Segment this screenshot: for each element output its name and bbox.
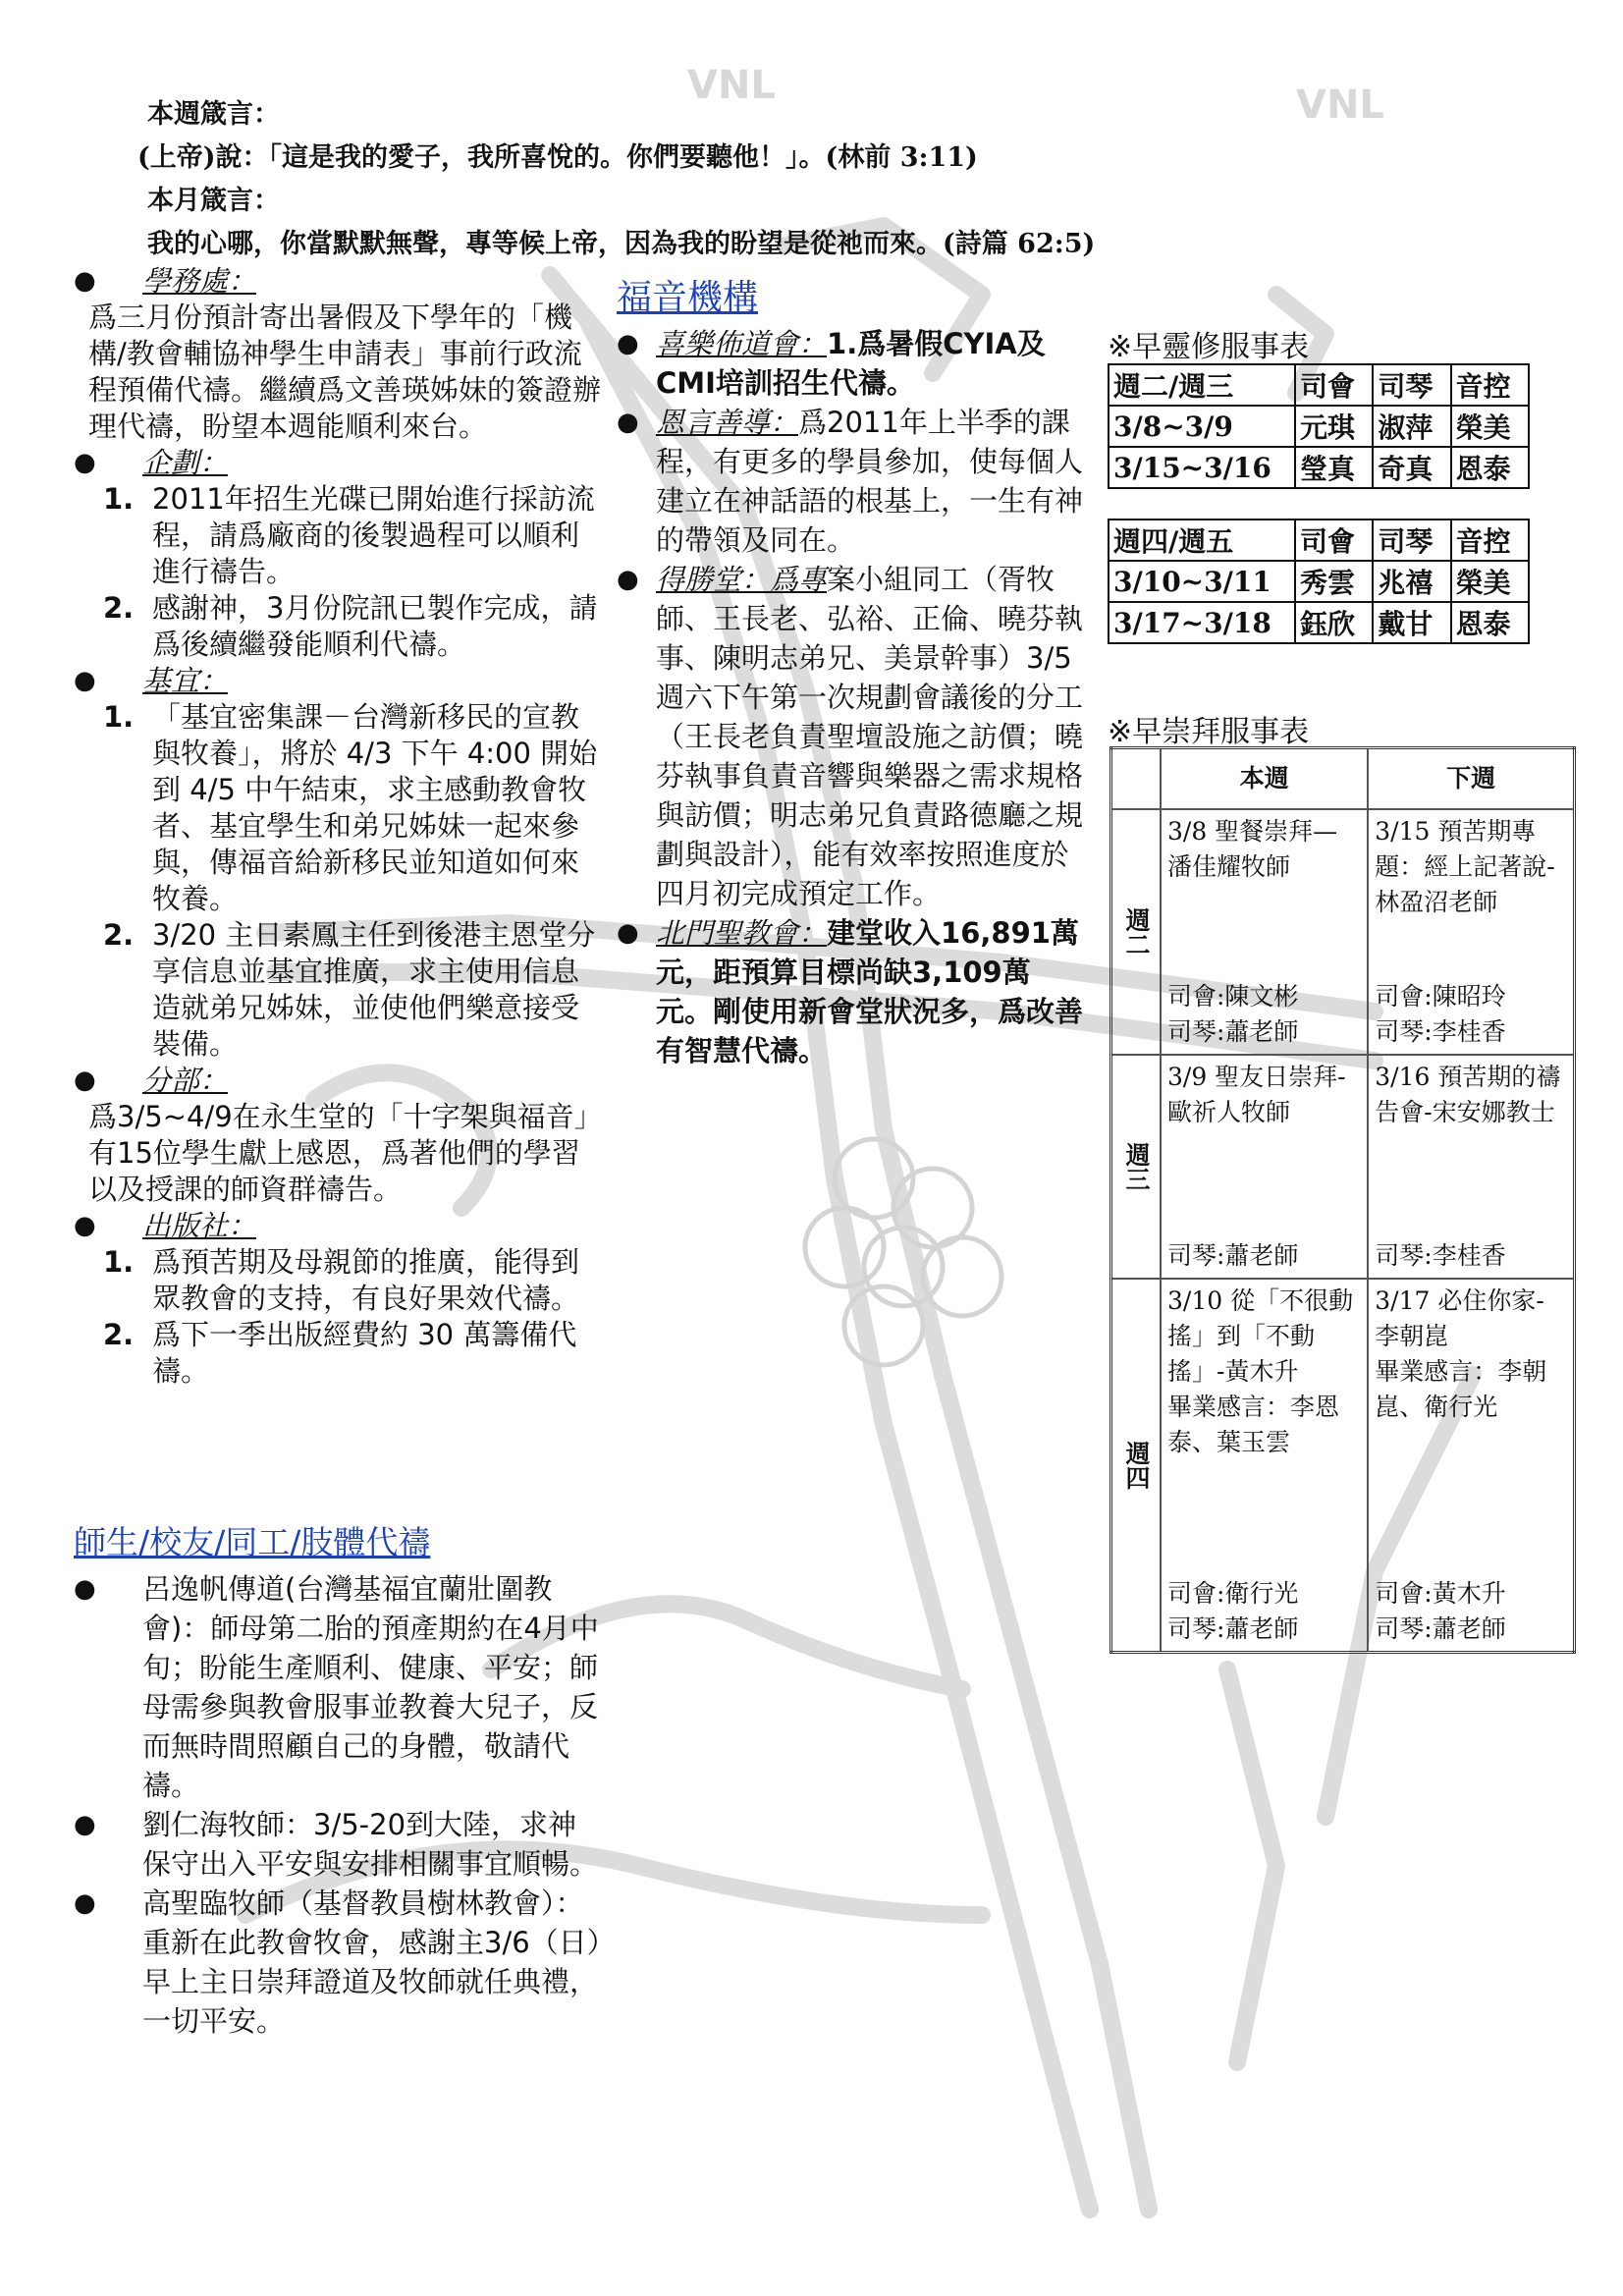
name-cell: 元琪	[1295, 406, 1373, 447]
press-heading: 出版社：	[142, 1209, 257, 1242]
svg-text:VNL: VNL	[687, 63, 776, 108]
academic-heading: 學務處：	[142, 264, 257, 298]
press-item	[74, 1317, 604, 1390]
item-number: 2.	[103, 1318, 135, 1351]
service-title: 3/17 必住你家-李朝崑 畢業感言：李朝崑、衛行光	[1375, 1286, 1547, 1421]
header-cell: 週二/週三	[1109, 364, 1295, 406]
service-title: 3/16 預苦期的禱告會-宋安娜教士	[1375, 1063, 1561, 1126]
service-title: 3/8 聖餐崇拜—潘佳耀牧師	[1167, 817, 1338, 881]
bullet-icon: ●	[74, 1211, 96, 1240]
service-staff: 司琴:蕭老師	[1167, 1241, 1299, 1270]
name-cell: 鈺欣	[1295, 602, 1373, 643]
day-cell: 週三	[1111, 1055, 1162, 1279]
name-cell: 瑩真	[1295, 447, 1373, 488]
header-cell: 司會	[1295, 364, 1373, 406]
this-week-cell	[1161, 1055, 1368, 1279]
gospel-item-heading: 得勝堂：爲專	[656, 563, 828, 596]
day-cell: 週二	[1111, 809, 1162, 1055]
item-number: 2.	[103, 918, 135, 952]
date-cell: 3/15~3/16	[1109, 447, 1295, 488]
week-verse-label: 本週箴言：	[147, 99, 280, 130]
name-cell: 秀雲	[1295, 561, 1373, 602]
next-week-cell	[1368, 1279, 1574, 1652]
service-title: 3/9 聖友日崇拜-歐祈人牧師	[1167, 1063, 1346, 1126]
gospel-item	[617, 560, 1083, 913]
planning-heading: 企劃：	[142, 446, 229, 479]
bullet-icon: ●	[74, 448, 96, 477]
week-verse-text: (上帝)說：「這是我的愛子，我所喜悅的。你們要聽他！」。(林前 3:11)	[137, 142, 978, 173]
bullet-icon: ●	[74, 666, 96, 695]
item-number: 1.	[103, 1245, 135, 1279]
header-this-week: 本週	[1161, 748, 1368, 810]
worship-row	[1111, 1279, 1575, 1652]
press-section	[74, 1208, 604, 1244]
prayer-text: 劉仁海牧師：3/5-20到大陸，求神保守出入平安與安排相關事宜順暢。	[142, 1808, 599, 1881]
prayer-text: 呂逸帆傳道(台灣基福宜蘭壯圍教會)：師母第二胎的預產期約在4月中旬；盼能生產順利、健康、平安；師母需參與教會服事並教養大兒子，反而無時間照顧自己的身體，敬請代禱。	[142, 1572, 599, 1802]
bullet-icon: ●	[74, 266, 96, 296]
name-cell: 淑萍	[1373, 406, 1450, 447]
name-cell: 榮美	[1451, 406, 1529, 447]
verses-block	[137, 93, 1424, 266]
next-week-cell	[1368, 1055, 1574, 1279]
bullet-icon: ●	[617, 565, 639, 594]
gospel-item	[617, 324, 1083, 403]
service-staff: 司會:黃木升 司琴:蕭老師	[1375, 1578, 1506, 1643]
month-verse-text: 我的心哪，你當默默無聲，專等候上帝，因為我的盼望是從祂而來。(詩篇 62:5)	[147, 229, 1096, 259]
keelung-item	[74, 699, 604, 917]
this-week-cell	[1161, 809, 1368, 1055]
gospel-org-title[interactable]: 福音機構	[617, 278, 759, 318]
prayer-item	[74, 1805, 604, 1884]
branch-heading: 分部：	[142, 1064, 229, 1097]
header-cell: 音控	[1451, 364, 1529, 406]
worship-header-row	[1111, 748, 1575, 810]
planning-section	[74, 445, 604, 481]
branch-section	[74, 1063, 604, 1099]
day-cell: 週四	[1111, 1279, 1162, 1652]
prayer-list	[74, 1569, 604, 2041]
bullet-icon: ●	[74, 1810, 96, 1839]
gospel-item-heading: 北門聖教會：	[656, 916, 828, 950]
gospel-item-text: 案小組同工（胥牧師、王長老、弘裕、正倫、曉芬執事、陳明志弟兄、美景幹事）3/5週六下午第一次規劃會議後的分工（王長老負責聖壇設施之訪價；曉芬執事負責音響與樂器之需求規格與訪價；明志弟兄負責路德廳之規劃與設計），能有效率按照進度於四月初完成預定工作。	[656, 563, 1084, 910]
devotion-table	[1108, 363, 1530, 644]
worship-row	[1111, 809, 1575, 1055]
header-next-week: 下週	[1368, 748, 1574, 810]
item-text: 爲下一季出版經費約 30 萬籌備代禱。	[152, 1318, 577, 1388]
svg-text:VNL: VNL	[1296, 82, 1384, 128]
branch-text: 爲3/5~4/9在永生堂的「十字架與福音」有15位學生獻上感恩，爲著他們的學習以及授課的師資群禱告。	[88, 1100, 603, 1206]
academic-section	[74, 263, 604, 300]
bullet-icon: ●	[74, 1888, 96, 1918]
gap-cell	[1109, 488, 1529, 519]
gospel-item-heading: 喜樂佈道會：	[656, 327, 828, 360]
worship-table	[1109, 746, 1576, 1654]
bullet-icon: ●	[617, 918, 639, 948]
bullet-icon: ●	[74, 1574, 96, 1604]
gospel-item-heading: 恩言善導：	[656, 406, 799, 439]
left-column	[74, 263, 604, 1390]
worship-table-title: ※早崇拜服事表	[1108, 715, 1310, 749]
planning-item	[74, 590, 604, 663]
service-staff: 司會:陳昭玲 司琴:李桂香	[1375, 982, 1506, 1046]
item-text: 爲預苦期及母親節的推廣，能得到眾教會的支持，有良好果效代禱。	[152, 1245, 580, 1315]
service-staff: 司琴:李桂香	[1375, 1241, 1506, 1270]
name-cell: 奇真	[1373, 447, 1450, 488]
planning-item	[74, 481, 604, 590]
devotion-row	[1109, 602, 1529, 643]
middle-column	[617, 324, 1083, 1070]
item-number: 2.	[103, 591, 135, 625]
devotion-header-row	[1109, 519, 1529, 561]
item-text: 「基宜密集課－台灣新移民的宣教與牧養」，將於 4/3 下午 4:00 開始到 4/5 中午結束，求主感動教會牧者、基宜學生和弟兄姊妹一起來參與，傳福音給新移民並知道如何來牧養。	[152, 700, 598, 915]
name-cell: 恩泰	[1451, 602, 1529, 643]
keelung-heading: 基宜：	[142, 664, 229, 697]
gospel-item	[617, 403, 1083, 560]
name-cell: 兆禧	[1373, 561, 1450, 602]
this-week-cell	[1161, 1279, 1368, 1652]
corner-cell	[1111, 748, 1162, 810]
bullet-icon: ●	[617, 408, 639, 437]
service-title: 3/15 預苦期專題：經上記著說-林盈沼老師	[1375, 817, 1555, 916]
bullet-icon: ●	[617, 329, 639, 358]
date-cell: 3/10~3/11	[1109, 561, 1295, 602]
worship-row	[1111, 1055, 1575, 1279]
service-staff: 司會:陳文彬 司琴:蕭老師	[1167, 982, 1299, 1046]
devotion-table-title: ※早靈修服事表	[1108, 330, 1310, 364]
devotion-row	[1109, 561, 1529, 602]
item-number: 1.	[103, 482, 135, 516]
gospel-item-text: 爲2011年上半季的課程，有更多的學員參加，使每個人建立在神話語的根基上，一生有神的帶領及同在。	[656, 406, 1084, 557]
devotion-header-row	[1109, 364, 1529, 406]
prayer-item	[74, 1884, 604, 2041]
header-cell: 司琴	[1373, 364, 1450, 406]
month-verse-label: 本月箴言：	[147, 186, 280, 216]
header-cell: 司琴	[1373, 519, 1450, 561]
item-text: 感謝神，3月份院訊已製作完成，請爲後續繼發能順利代禱。	[152, 591, 598, 661]
next-week-cell	[1368, 809, 1574, 1055]
prayer-section-title[interactable]: 師生/校友/同工/肢體代禱	[74, 1523, 431, 1561]
name-cell: 戴甘	[1373, 602, 1450, 643]
header-cell: 週四/週五	[1109, 519, 1295, 561]
academic-text: 爲三月份預計寄出暑假及下學年的「機構/教會輔協神學生申請表」事前行政流程預備代禱。繼續爲文善瑛姊妹的簽證辦理代禱，盼望本週能順利來台。	[88, 301, 602, 443]
keelung-section	[74, 663, 604, 699]
press-item	[74, 1244, 604, 1317]
keelung-item	[74, 917, 604, 1063]
date-cell: 3/17~3/18	[1109, 602, 1295, 643]
devotion-row	[1109, 447, 1529, 488]
item-text: 2011年招生光碟已開始進行採訪流程，請爲廠商的後製過程可以順利進行禱告。	[152, 482, 595, 588]
gospel-item	[617, 913, 1083, 1070]
name-cell: 恩泰	[1451, 447, 1529, 488]
devotion-gap-row	[1109, 488, 1529, 519]
item-number: 1.	[103, 700, 135, 734]
prayer-text: 高聖臨牧師（基督教員樹林教會）：重新在此教會牧會，感謝主3/6（日）早上主日崇拜證道及牧師就任典禮，一切平安。	[142, 1886, 602, 2038]
date-cell: 3/8~3/9	[1109, 406, 1295, 447]
header-cell: 音控	[1451, 519, 1529, 561]
name-cell: 榮美	[1451, 561, 1529, 602]
item-text: 3/20 主日素鳳主任到後港主恩堂分享信息並基宜推廣，求主使用信息造就弟兄姊妹，並使他們樂意接受裝備。	[152, 918, 596, 1061]
header-cell: 司會	[1295, 519, 1373, 561]
prayer-item	[74, 1569, 604, 1805]
service-title: 3/10 從「不很動搖」到「不動搖」-黃木升 畢業感言：李恩泰、葉玉雲	[1167, 1286, 1354, 1456]
bullet-icon: ●	[74, 1066, 96, 1095]
devotion-row	[1109, 406, 1529, 447]
gospel-item-text: 1.爲暑假CYIA及CMI培訓招生代禱。	[656, 327, 1046, 400]
service-staff: 司會:衛行光 司琴:蕭老師	[1167, 1578, 1299, 1643]
gospel-item-text: 建堂收入16,891萬元，距預算目標尚缺3,109萬元。剛使用新會堂狀況多，爲改善有智慧代禱。	[656, 916, 1084, 1067]
